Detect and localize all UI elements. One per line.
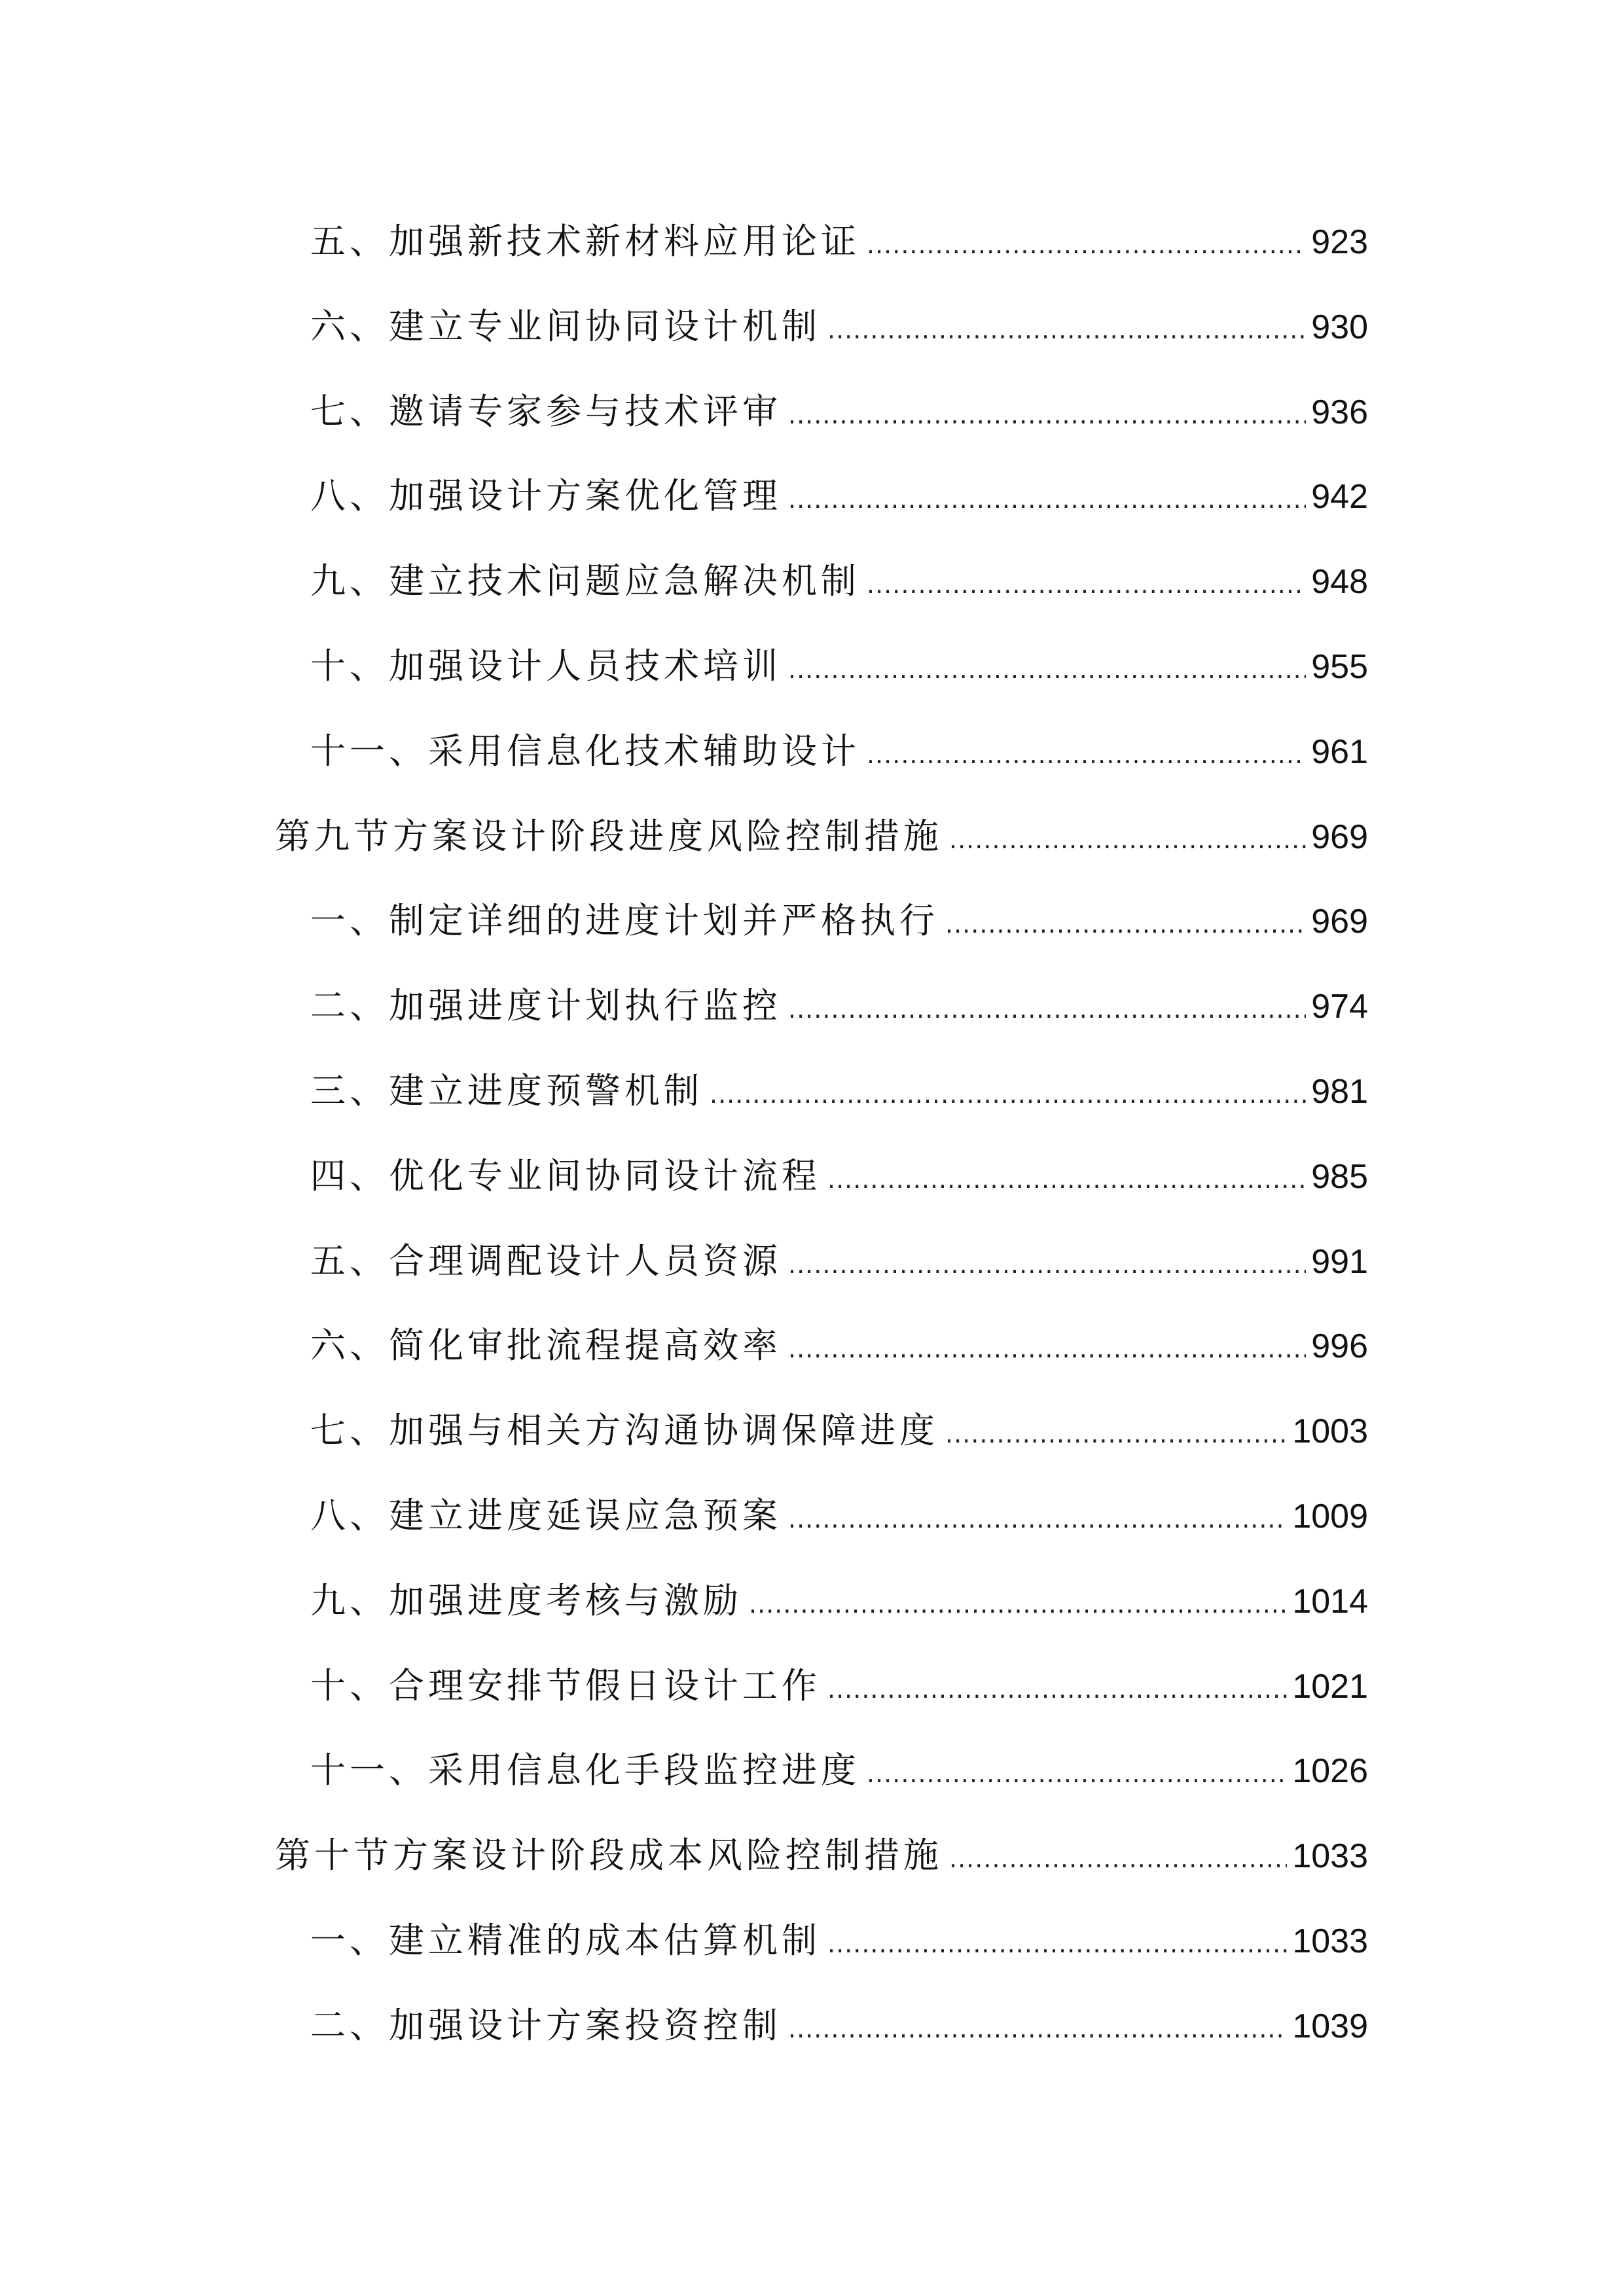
toc-dot-leader: [827, 1647, 1287, 1732]
toc-subsection-entry[interactable]: [0, 454, 1624, 539]
toc-subsection-entry[interactable]: [0, 1558, 1624, 1643]
toc-page-number[interactable]: 961: [1311, 732, 1368, 771]
table-of-contents: [0, 199, 1624, 2068]
toc-subsection-entry[interactable]: [0, 1134, 1624, 1219]
toc-entry-title[interactable]: 二、加强设计方案投资控制: [310, 2004, 782, 2046]
toc-entry-title[interactable]: 六、简化审批流程提高效率: [310, 1325, 782, 1367]
toc-subsection-entry[interactable]: [0, 709, 1624, 794]
toc-dot-leader: [827, 288, 1306, 373]
toc-page-number[interactable]: 1026: [1292, 1752, 1368, 1791]
toc-subsection-entry[interactable]: [0, 284, 1624, 369]
toc-page-number[interactable]: 1003: [1292, 1412, 1368, 1451]
toc-dot-leader: [788, 1987, 1287, 2072]
toc-subsection-entry[interactable]: [0, 369, 1624, 454]
toc-entry-title[interactable]: 十一、采用信息化技术辅助设计: [310, 730, 860, 772]
toc-subsection-entry[interactable]: [0, 624, 1624, 709]
toc-entry-title[interactable]: 七、加强与相关方沟通协调保障进度: [310, 1410, 939, 1452]
toc-dot-leader: [827, 1138, 1306, 1223]
toc-entry-title[interactable]: 九、加强进度考核与激励: [310, 1579, 742, 1621]
toc-page-number[interactable]: 969: [1311, 817, 1368, 856]
toc-section-entry[interactable]: [0, 1813, 1624, 1898]
toc-subsection-entry[interactable]: [0, 539, 1624, 624]
toc-entry-title[interactable]: 四、优化专业间协同设计流程: [310, 1155, 821, 1196]
toc-page-number[interactable]: 1039: [1292, 2007, 1368, 2045]
toc-page-number[interactable]: 1014: [1292, 1582, 1368, 1621]
toc-dot-leader: [867, 203, 1306, 288]
toc-entry-title[interactable]: 第九节方案设计阶段进度风险控制措施: [275, 815, 943, 857]
toc-dot-leader: [788, 373, 1306, 458]
toc-page-number[interactable]: 942: [1311, 478, 1368, 516]
toc-entry-title[interactable]: 十、合理安排节假日设计工作: [310, 1664, 821, 1706]
toc-page-number[interactable]: 981: [1311, 1072, 1368, 1111]
toc-entry-title[interactable]: 七、邀请专家参与技术评审: [310, 390, 782, 432]
toc-entry-title[interactable]: 一、制定详细的进度计划并严格执行: [310, 900, 939, 942]
toc-page-number[interactable]: 948: [1311, 563, 1368, 601]
toc-subsection-entry[interactable]: [0, 1898, 1624, 1983]
toc-entry-title[interactable]: 二、加强进度计划执行监控: [310, 985, 782, 1027]
toc-entry-title[interactable]: 五、合理调配设计人员资源: [310, 1240, 782, 1282]
toc-page-number[interactable]: 1021: [1292, 1667, 1368, 1706]
toc-dot-leader: [867, 1732, 1287, 1817]
toc-entry-title[interactable]: 九、建立技术问题应急解决机制: [310, 560, 860, 602]
toc-entry-title[interactable]: 八、建立进度延误应急预案: [310, 1494, 782, 1536]
toc-entry-title[interactable]: 八、加强设计方案优化管理: [310, 475, 782, 517]
toc-page-number[interactable]: 936: [1311, 393, 1368, 431]
toc-dot-leader: [949, 798, 1306, 883]
toc-dot-leader: [710, 1052, 1306, 1138]
toc-page-number[interactable]: 1009: [1292, 1497, 1368, 1535]
toc-subsection-entry[interactable]: [0, 1049, 1624, 1134]
toc-page-number[interactable]: 969: [1311, 903, 1368, 941]
toc-dot-leader: [867, 713, 1306, 798]
toc-dot-leader: [788, 1307, 1306, 1392]
toc-subsection-entry[interactable]: [0, 1643, 1624, 1729]
toc-dot-leader: [945, 1392, 1287, 1477]
toc-page-number[interactable]: 996: [1311, 1327, 1368, 1366]
toc-dot-leader: [788, 457, 1306, 543]
toc-page-number[interactable]: 955: [1311, 647, 1368, 686]
toc-subsection-entry[interactable]: [0, 1219, 1624, 1304]
toc-section-entry[interactable]: [0, 794, 1624, 879]
toc-page-number[interactable]: 974: [1311, 988, 1368, 1026]
toc-subsection-entry[interactable]: [0, 963, 1624, 1049]
toc-entry-title[interactable]: 十一、采用信息化手段监控进度: [310, 1749, 860, 1791]
toc-subsection-entry[interactable]: [0, 1473, 1624, 1558]
toc-entry-title[interactable]: 一、建立精准的成本估算机制: [310, 1919, 821, 1961]
toc-page-number[interactable]: 923: [1311, 223, 1368, 261]
toc-entry-title[interactable]: 三、建立进度预警机制: [310, 1069, 703, 1111]
toc-subsection-entry[interactable]: [0, 1983, 1624, 2068]
toc-subsection-entry[interactable]: [0, 1303, 1624, 1388]
toc-page-number[interactable]: 985: [1311, 1157, 1368, 1196]
toc-subsection-entry[interactable]: [0, 1728, 1624, 1813]
toc-dot-leader: [788, 1477, 1287, 1562]
toc-dot-leader: [788, 628, 1306, 713]
toc-page-number[interactable]: 930: [1311, 308, 1368, 346]
toc-subsection-entry[interactable]: [0, 1388, 1624, 1473]
toc-dot-leader: [867, 543, 1306, 628]
toc-subsection-entry[interactable]: [0, 878, 1624, 963]
toc-page-number[interactable]: 1033: [1292, 1922, 1368, 1960]
toc-dot-leader: [945, 882, 1306, 967]
toc-subsection-entry[interactable]: [0, 199, 1624, 284]
toc-dot-leader: [788, 967, 1306, 1052]
toc-page-number[interactable]: 1033: [1292, 1837, 1368, 1876]
toc-dot-leader: [827, 1902, 1287, 1987]
toc-dot-leader: [788, 1223, 1306, 1308]
toc-entry-title[interactable]: 五、加强新技术新材料应用论证: [310, 221, 860, 262]
toc-entry-title[interactable]: 第十节方案设计阶段成本风险控制措施: [275, 1835, 943, 1876]
toc-entry-title[interactable]: 六、建立专业间协同设计机制: [310, 305, 821, 347]
toc-dot-leader: [949, 1817, 1287, 1902]
toc-page-number[interactable]: 991: [1311, 1242, 1368, 1281]
toc-entry-title[interactable]: 十、加强设计人员技术培训: [310, 645, 782, 687]
toc-dot-leader: [749, 1562, 1287, 1647]
